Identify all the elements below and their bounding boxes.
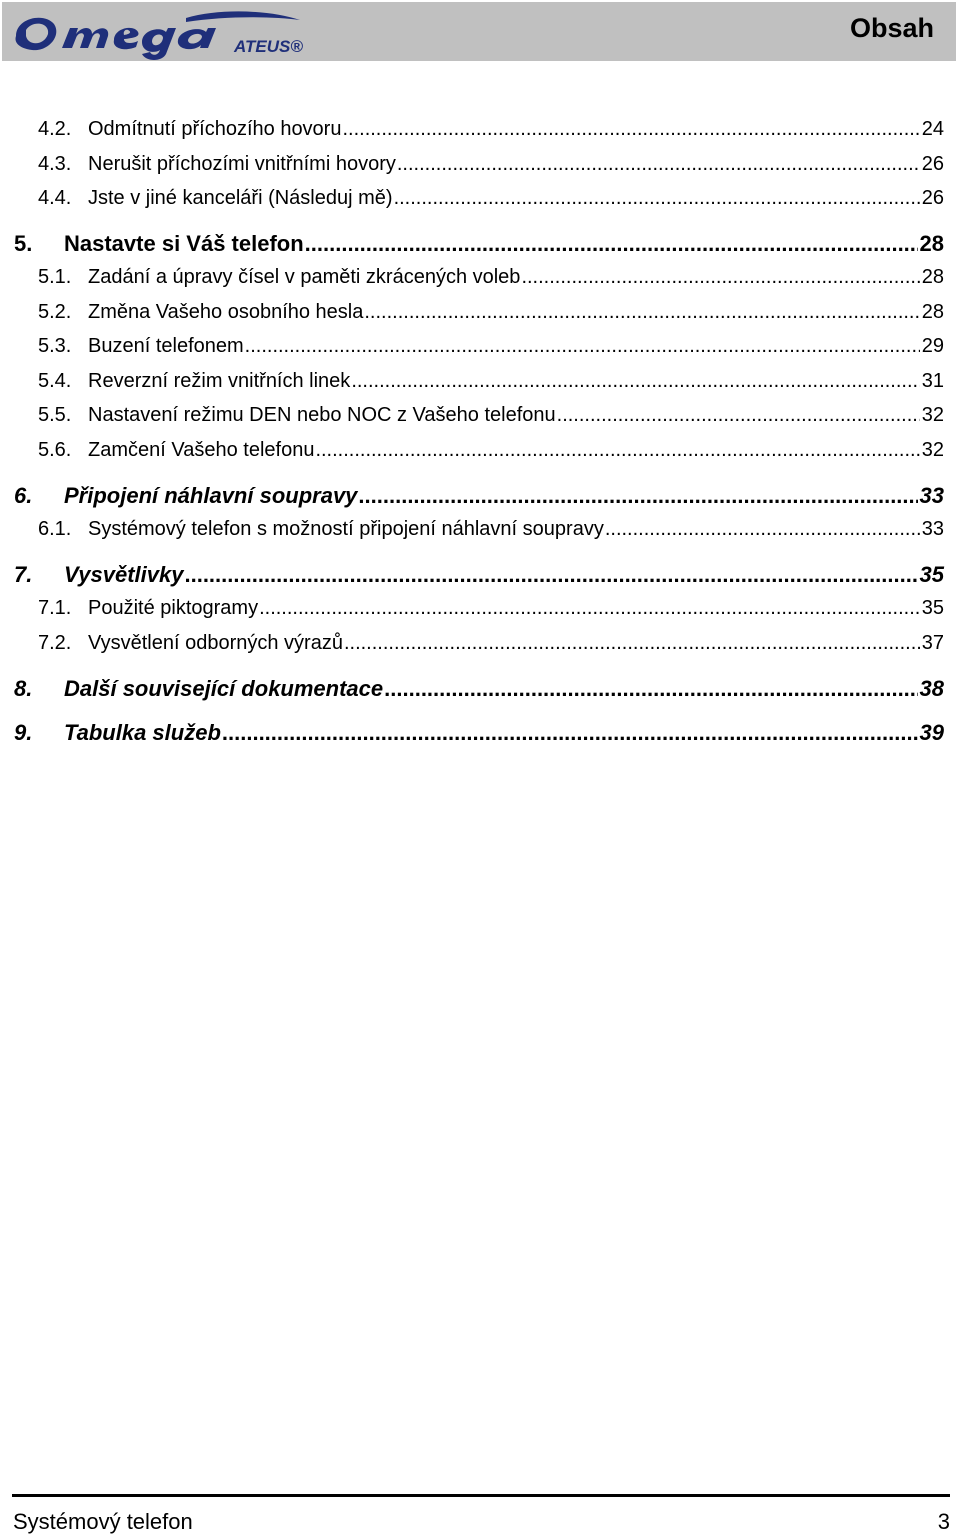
toc-entry-title: Připojení náhlavní soupravy xyxy=(64,483,358,508)
footer-document-title: Systémový telefon xyxy=(13,1509,193,1534)
toc-entry-title: Zadání a úpravy čísel v paměti zkrácených voleb xyxy=(88,266,521,288)
toc-dot-leader xyxy=(521,266,919,289)
toc-entry[interactable] xyxy=(38,187,944,210)
toc-entry-number: 5.5. xyxy=(38,404,72,426)
toc-entry-title: Nastavení režimu DEN nebo NOC z Vašeho telefonu xyxy=(88,404,556,426)
toc-entry-number: 5. xyxy=(14,231,33,256)
omega-ateus-logo xyxy=(10,6,310,60)
toc-entry-title: Změna Vašeho osobního hesla xyxy=(88,301,364,323)
toc-entry-number: 6. xyxy=(14,483,33,508)
toc-entry-number: 7. xyxy=(14,562,33,587)
toc-entry-page: 24 xyxy=(921,118,944,140)
toc-entry-number: 7.1. xyxy=(38,597,72,619)
toc-entry[interactable] xyxy=(14,720,944,746)
toc-entry-page: 32 xyxy=(921,404,944,426)
toc-entry[interactable] xyxy=(38,266,944,289)
logo-ateus-text: ATEUS® xyxy=(234,37,303,56)
toc-dot-leader xyxy=(184,562,917,588)
toc-entry-title: Systémový telefon s možností připojení náhlavní soupravy xyxy=(88,518,604,540)
toc-entry-number: 4.2. xyxy=(38,118,72,140)
toc-entry-page: 26 xyxy=(921,187,944,209)
toc-dot-leader xyxy=(344,632,920,655)
toc-entry-title: Zamčení Vašeho telefonu xyxy=(88,439,315,461)
toc-dot-leader xyxy=(397,153,920,176)
toc-entry-number: 4.3. xyxy=(38,153,72,175)
toc-dot-leader xyxy=(364,301,919,324)
toc-dot-leader xyxy=(222,720,918,746)
toc-entry[interactable] xyxy=(14,676,944,702)
toc-entry-title: Reverzní režim vnitřních linek xyxy=(88,370,351,392)
toc-entry[interactable] xyxy=(38,301,944,324)
toc-entry-page: 28 xyxy=(921,301,944,323)
toc-entry-title: Vysvětlivky xyxy=(64,562,184,587)
toc-entry-page: 28 xyxy=(919,231,944,256)
toc-entry[interactable] xyxy=(38,597,944,620)
toc-entry-number: 5.1. xyxy=(38,266,72,288)
toc-dot-leader xyxy=(394,187,920,210)
toc-entry-title: Vysvětlení odborných výrazů xyxy=(88,632,343,654)
toc-entry-number: 5.6. xyxy=(38,439,72,461)
toc-entry-number: 9. xyxy=(14,720,33,745)
toc-entry-title: Tabulka služeb xyxy=(64,720,221,745)
footer-page-number: 3 xyxy=(937,1509,950,1534)
toc-dot-leader xyxy=(315,439,919,462)
toc-dot-leader xyxy=(259,597,920,620)
toc-entry[interactable] xyxy=(14,231,944,257)
toc-entry[interactable] xyxy=(38,518,944,541)
toc-entry[interactable] xyxy=(38,335,944,358)
toc-dot-leader xyxy=(358,483,917,509)
page-header xyxy=(2,2,956,61)
toc-entry-number: 6.1. xyxy=(38,518,72,540)
toc-entry[interactable] xyxy=(38,632,944,655)
toc-entry-title: Buzení telefonem xyxy=(88,335,244,357)
toc-entry[interactable] xyxy=(38,439,944,462)
toc-entry[interactable] xyxy=(38,404,944,427)
toc-entry-page: 39 xyxy=(919,720,944,745)
toc-entry-title: Nerušit příchozími vnitřními hovory xyxy=(88,153,396,175)
toc-entry-page: 35 xyxy=(919,562,944,587)
toc-entry-number: 7.2. xyxy=(38,632,72,654)
toc-entry-number: 8. xyxy=(14,676,33,701)
toc-dot-leader xyxy=(605,518,920,541)
toc-dot-leader xyxy=(305,231,918,257)
toc-entry-number: 5.4. xyxy=(38,370,72,392)
toc-entry-number: 4.4. xyxy=(38,187,72,209)
toc-entry[interactable] xyxy=(14,562,944,588)
toc-entry-title: Jste v jiné kanceláři (Následuj mě) xyxy=(88,187,393,209)
toc-entry[interactable] xyxy=(38,118,944,141)
toc-entry-page: 33 xyxy=(919,483,944,508)
toc-entry-page: 33 xyxy=(921,518,944,540)
toc-entry-page: 26 xyxy=(921,153,944,175)
page-title: Obsah xyxy=(849,13,934,43)
toc-entry-page: 28 xyxy=(921,266,944,288)
toc-dot-leader xyxy=(245,335,920,358)
toc-entry-title: Další související dokumentace xyxy=(64,676,384,701)
toc-entry-title: Použité piktogramy xyxy=(88,597,259,619)
toc-entry-page: 31 xyxy=(921,370,944,392)
toc-entry-title: Nastavte si Váš telefon xyxy=(64,231,304,256)
toc-entry-number: 5.2. xyxy=(38,301,72,323)
toc-entry-page: 35 xyxy=(921,597,944,619)
toc-dot-leader xyxy=(557,404,920,427)
toc-entry[interactable] xyxy=(38,370,944,393)
toc-entry-title: Odmítnutí příchozího hovoru xyxy=(88,118,342,140)
toc-entry-page: 38 xyxy=(919,676,944,701)
toc-dot-leader xyxy=(384,676,917,702)
toc-entry[interactable] xyxy=(38,153,944,176)
toc-dot-leader xyxy=(342,118,919,141)
footer-divider xyxy=(12,1494,950,1497)
toc-dot-leader xyxy=(351,370,919,393)
toc-entry-number: 5.3. xyxy=(38,335,72,357)
toc-entry-page: 37 xyxy=(921,632,944,654)
toc-entry[interactable] xyxy=(14,483,944,509)
toc-entry-page: 29 xyxy=(921,335,944,357)
toc-entry-page: 32 xyxy=(921,439,944,461)
